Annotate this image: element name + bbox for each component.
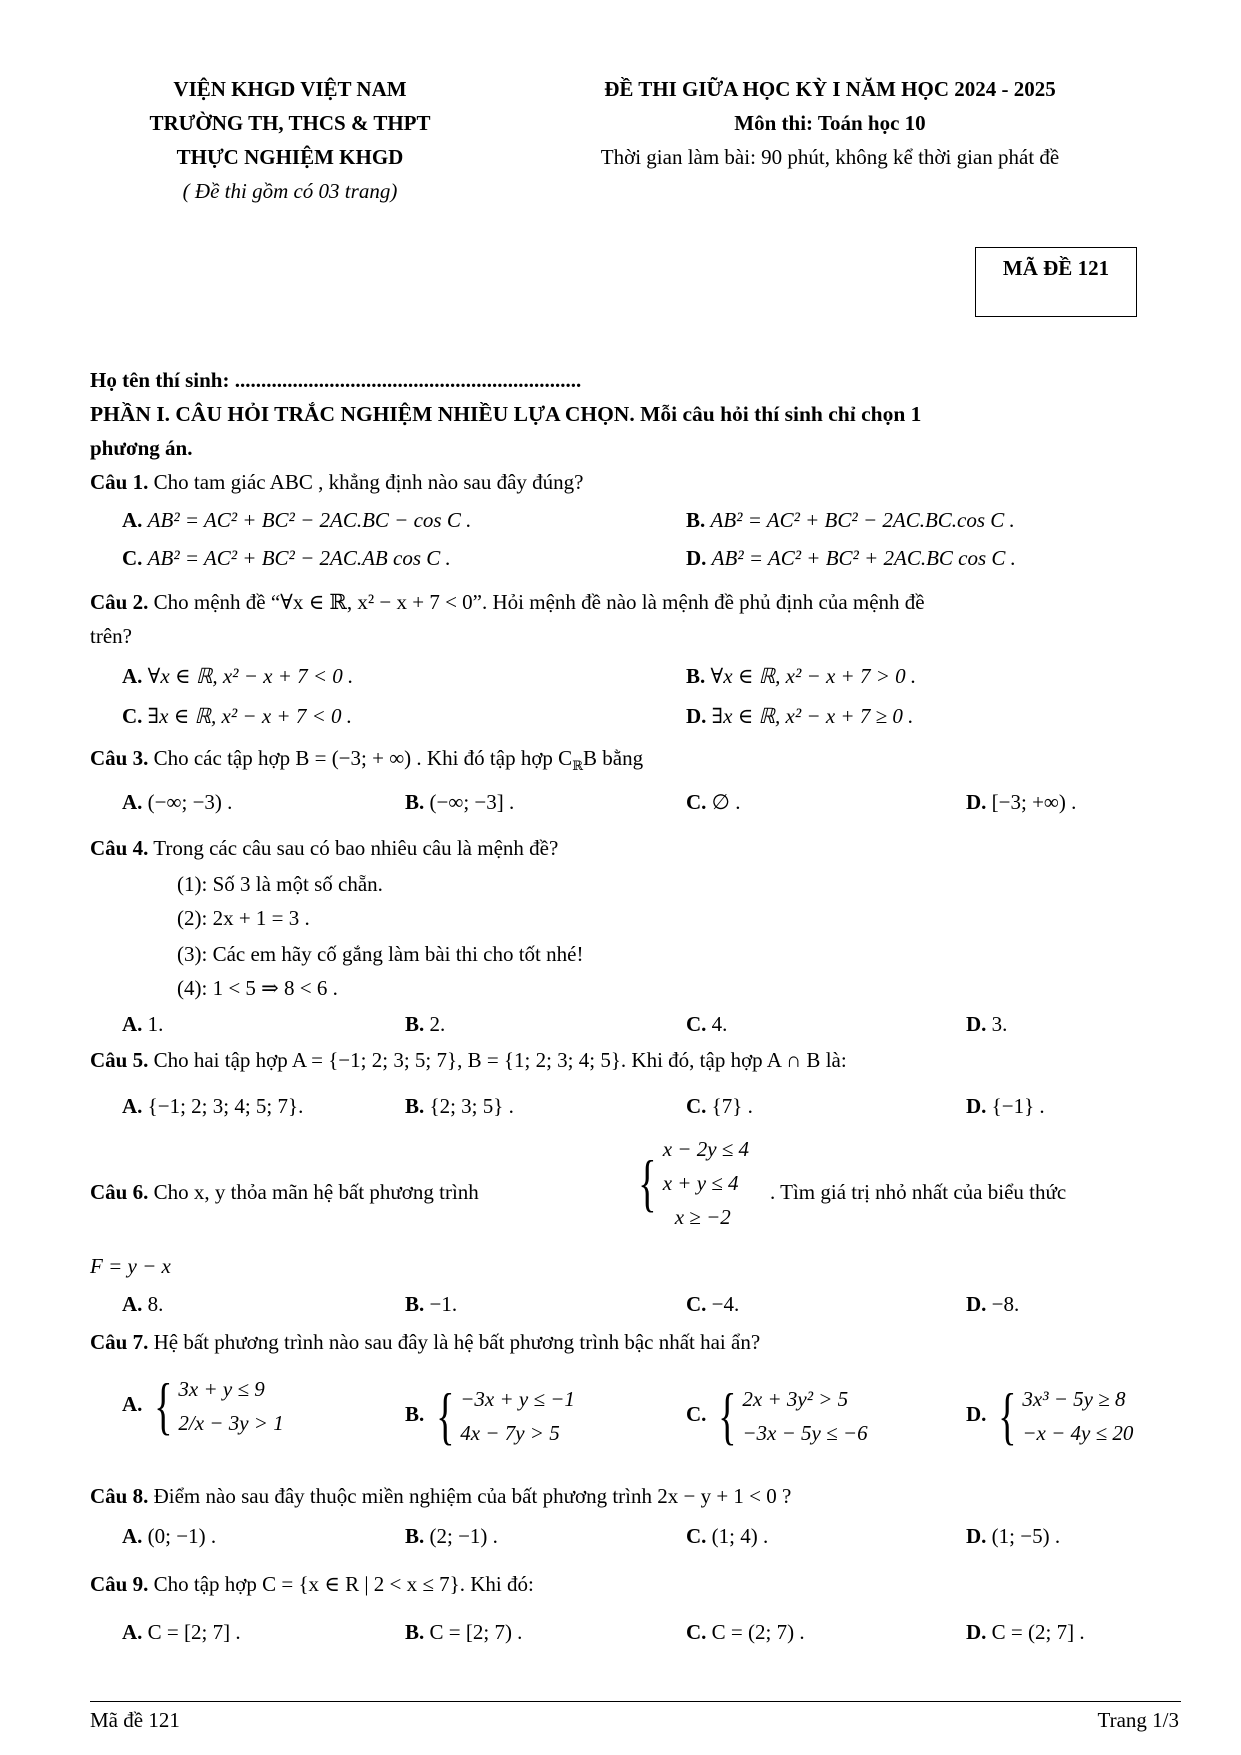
option-text: (1; −5) . bbox=[991, 1524, 1061, 1548]
q2-option-d[interactable] bbox=[686, 704, 913, 729]
option-label: D. bbox=[966, 790, 987, 814]
q4-statement-2: (2): 2x + 1 = 3 . bbox=[177, 906, 310, 930]
option-label: C. bbox=[686, 1094, 707, 1118]
q6-system bbox=[632, 1132, 749, 1234]
question-3 bbox=[90, 746, 643, 774]
q6-option-a[interactable] bbox=[122, 1292, 163, 1317]
option-label: A. bbox=[122, 1620, 143, 1644]
option-label: D. bbox=[966, 1401, 987, 1426]
q7-option-a[interactable] bbox=[122, 1372, 284, 1440]
option-text: {7} . bbox=[711, 1094, 753, 1118]
option-text: ∃x ∈ ℝ, x² − x + 7 ≥ 0 . bbox=[711, 704, 914, 728]
question-text: Cho hai tập hợp A = {−1; 2; 3; 5; 7}, B = {1; 2; 3; 4; 5}. Khi đó, tập hợp A ∩ B là: bbox=[148, 1048, 847, 1072]
exam-title: ĐỀ THI GIỮA HỌC KỲ I NĂM HỌC 2024 - 2025 bbox=[604, 77, 1056, 101]
q6-option-d[interactable] bbox=[966, 1292, 1019, 1317]
exam-duration: Thời gian làm bài: 90 phút, không kể thời gian phát đề bbox=[600, 145, 1060, 169]
system-row: −x − 4y ≤ 20 bbox=[1022, 1421, 1134, 1445]
option-text: AB² = AC² + BC² − 2AC.BC − cos C . bbox=[147, 508, 472, 532]
question-subscript: ℝ bbox=[572, 758, 583, 774]
q7-option-d[interactable] bbox=[966, 1382, 1133, 1450]
q3-option-a[interactable] bbox=[122, 790, 232, 815]
option-label: D. bbox=[966, 1012, 987, 1036]
question-text: Cho tam giác ABC , khẳng định nào sau đây đúng? bbox=[148, 470, 584, 494]
option-label: A. bbox=[122, 664, 143, 688]
q3-option-d[interactable] bbox=[966, 790, 1076, 815]
option-text: AB² = AC² + BC² − 2AC.BC.cos C . bbox=[710, 508, 1015, 532]
q8-option-d[interactable] bbox=[966, 1524, 1060, 1549]
exam-code: MÃ ĐỀ 121 bbox=[1002, 256, 1110, 280]
option-text: −4. bbox=[711, 1292, 740, 1316]
option-label: B. bbox=[405, 1094, 425, 1118]
option-text: {−1; 2; 3; 4; 5; 7}. bbox=[147, 1094, 304, 1118]
question-6-expression: F = y − x bbox=[90, 1254, 171, 1278]
q9-option-b[interactable] bbox=[405, 1620, 522, 1645]
question-8 bbox=[90, 1484, 791, 1509]
option-text: C = [2; 7) . bbox=[429, 1620, 523, 1644]
option-text: ∀x ∈ ℝ, x² − x + 7 > 0 . bbox=[710, 664, 917, 688]
q8-option-b[interactable] bbox=[405, 1524, 498, 1549]
footer-divider bbox=[90, 1701, 1181, 1702]
brace-glyph: { bbox=[997, 1380, 1017, 1451]
option-label: B. bbox=[405, 1620, 425, 1644]
option-text: 2. bbox=[429, 1012, 446, 1036]
question-number: Câu 4. bbox=[90, 836, 149, 860]
question-6-after: . Tìm giá trị nhỏ nhất của biểu thức bbox=[770, 1180, 1067, 1204]
option-label: C. bbox=[686, 1401, 707, 1426]
school-name-2: THỰC NGHIỆM KHGD bbox=[176, 145, 404, 169]
brace-glyph: { bbox=[638, 1147, 657, 1218]
option-text: −1. bbox=[429, 1292, 458, 1316]
option-label: D. bbox=[966, 1524, 987, 1548]
system-rows bbox=[178, 1372, 283, 1440]
q5-option-c[interactable] bbox=[686, 1094, 753, 1119]
system-row: −3x + y ≤ −1 bbox=[460, 1387, 575, 1411]
q6-option-b[interactable] bbox=[405, 1292, 457, 1317]
option-label: B. bbox=[405, 790, 425, 814]
question-number: Câu 7. bbox=[90, 1330, 149, 1354]
q7-option-c[interactable] bbox=[686, 1382, 868, 1450]
option-text: C = (2; 7] . bbox=[991, 1620, 1085, 1644]
school-header bbox=[60, 72, 520, 208]
question-number: Câu 6. bbox=[90, 1180, 149, 1204]
option-label: A. bbox=[122, 1012, 143, 1036]
inequality-system bbox=[430, 1382, 575, 1450]
option-label: B. bbox=[686, 664, 706, 688]
question-number: Câu 1. bbox=[90, 470, 149, 494]
system-row: 3x + y ≤ 9 bbox=[178, 1377, 265, 1401]
option-text: (1; 4) . bbox=[711, 1524, 769, 1548]
question-text: Cho x, y thỏa mãn hệ bất phương trình bbox=[148, 1180, 479, 1204]
system-row: −3x − 5y ≤ −6 bbox=[742, 1421, 868, 1445]
inequality-system bbox=[632, 1132, 749, 1234]
part1-title-2: phương án. bbox=[90, 436, 193, 460]
q8-option-a[interactable] bbox=[122, 1524, 216, 1549]
option-text: (−∞; −3] . bbox=[429, 790, 515, 814]
q9-option-c[interactable] bbox=[686, 1620, 805, 1645]
exam-subject: Môn thi: Toán học 10 bbox=[734, 111, 926, 135]
system-rows bbox=[742, 1382, 867, 1450]
option-label: C. bbox=[686, 1012, 707, 1036]
system-rows bbox=[663, 1132, 749, 1234]
part1-title: PHẦN I. CÂU HỎI TRẮC NGHIỆM NHIỀU LỰA CHỌN. Mỗi câu hỏi thí sinh chỉ chọn 1 bbox=[90, 402, 922, 426]
system-row: 2x + 3y² > 5 bbox=[742, 1387, 849, 1411]
q2-option-c[interactable] bbox=[122, 704, 352, 729]
option-text: 4. bbox=[711, 1012, 728, 1036]
option-label: D. bbox=[966, 1292, 987, 1316]
option-text: (2; −1) . bbox=[429, 1524, 498, 1548]
option-text: ∅ . bbox=[711, 790, 741, 814]
q9-option-a[interactable] bbox=[122, 1620, 241, 1645]
option-text: −8. bbox=[991, 1292, 1020, 1316]
brace-glyph: { bbox=[717, 1380, 737, 1451]
question-4 bbox=[90, 836, 558, 861]
option-label: A. bbox=[122, 508, 143, 532]
question-text: Cho tập hợp C = {x ∈ R | 2 < x ≤ 7}. Khi đó: bbox=[148, 1572, 534, 1596]
q5-option-a[interactable] bbox=[122, 1094, 303, 1119]
q5-option-d[interactable] bbox=[966, 1094, 1045, 1119]
brace-glyph: { bbox=[435, 1380, 455, 1451]
option-text: ∃x ∈ ℝ, x² − x + 7 < 0 . bbox=[147, 704, 353, 728]
question-text: Hệ bất phương trình nào sau đây là hệ bất phương trình bậc nhất hai ẩn? bbox=[148, 1330, 761, 1354]
option-label: C. bbox=[686, 1620, 707, 1644]
q2-option-b[interactable] bbox=[686, 664, 916, 689]
inequality-system bbox=[148, 1372, 284, 1440]
q4-option-d[interactable] bbox=[966, 1012, 1007, 1037]
q6-option-c[interactable] bbox=[686, 1292, 739, 1317]
question-1 bbox=[90, 470, 583, 495]
question-text: Cho mệnh đề “∀x ∈ ℝ, x² − x + 7 < 0”. Hỏi mệnh đề nào là mệnh đề phủ định của mệnh đề bbox=[148, 590, 925, 614]
question-6 bbox=[90, 1180, 479, 1205]
question-number: Câu 3. bbox=[90, 746, 149, 770]
option-text: {2; 3; 5} . bbox=[429, 1094, 514, 1118]
option-label: D. bbox=[686, 546, 707, 570]
q5-option-b[interactable] bbox=[405, 1094, 514, 1119]
option-text: 8. bbox=[147, 1292, 164, 1316]
q2-option-a[interactable] bbox=[122, 664, 353, 689]
option-text: 1. bbox=[147, 1012, 164, 1036]
q3-option-b[interactable] bbox=[405, 790, 514, 815]
institute-name: VIỆN KHGD VIỆT NAM bbox=[173, 77, 407, 101]
question-text: Điểm nào sau đây thuộc miền nghiệm của bất phương trình 2x − y + 1 < 0 ? bbox=[148, 1484, 792, 1508]
option-label: A. bbox=[122, 1391, 143, 1416]
system-row: 4x − 7y > 5 bbox=[460, 1421, 560, 1445]
q1-option-c[interactable] bbox=[122, 546, 451, 571]
school-name: TRƯỜNG TH, THCS & THPT bbox=[149, 111, 431, 135]
exam-header bbox=[520, 72, 1140, 174]
option-label: A. bbox=[122, 1292, 143, 1316]
q4-statement-1: (1): Số 3 là một số chẵn. bbox=[177, 872, 383, 896]
question-text: Cho các tập hợp B = (−3; + ∞) . Khi đó tập hợp C bbox=[148, 746, 573, 770]
system-row: x + y ≤ 4 bbox=[662, 1171, 739, 1195]
q4-statement-4: (4): 1 < 5 ⇒ 8 < 6 . bbox=[177, 976, 338, 1000]
question-number: Câu 9. bbox=[90, 1572, 149, 1596]
q9-option-d[interactable] bbox=[966, 1620, 1085, 1645]
q1-option-b[interactable] bbox=[686, 508, 1015, 533]
option-label: B. bbox=[405, 1012, 425, 1036]
option-label: C. bbox=[686, 790, 707, 814]
inequality-system bbox=[712, 1382, 868, 1450]
q4-option-a[interactable] bbox=[122, 1012, 163, 1037]
inequality-system bbox=[992, 1382, 1134, 1450]
option-label: C. bbox=[122, 704, 143, 728]
q8-option-c[interactable] bbox=[686, 1524, 768, 1549]
option-label: B. bbox=[686, 508, 706, 532]
q4-option-b[interactable] bbox=[405, 1012, 445, 1037]
question-7 bbox=[90, 1330, 760, 1355]
option-text: 3. bbox=[991, 1012, 1008, 1036]
question-2 bbox=[90, 590, 925, 615]
option-text: [−3; +∞) . bbox=[991, 790, 1077, 814]
option-label: D. bbox=[966, 1620, 987, 1644]
question-number: Câu 5. bbox=[90, 1048, 149, 1072]
option-label: B. bbox=[405, 1292, 425, 1316]
option-text: C = [2; 7] . bbox=[147, 1620, 241, 1644]
system-row: x ≥ −2 bbox=[674, 1205, 731, 1229]
option-label: D. bbox=[966, 1094, 987, 1118]
system-rows bbox=[1022, 1382, 1133, 1450]
system-row: 2/x − 3y > 1 bbox=[178, 1411, 284, 1435]
question-number: Câu 2. bbox=[90, 590, 149, 614]
question-text: Trong các câu sau có bao nhiêu câu là mệnh đề? bbox=[148, 836, 559, 860]
brace-glyph: { bbox=[153, 1370, 173, 1441]
question-9 bbox=[90, 1572, 534, 1597]
question-number: Câu 8. bbox=[90, 1484, 149, 1508]
option-text: ∀x ∈ ℝ, x² − x + 7 < 0 . bbox=[147, 664, 354, 688]
option-label: B. bbox=[405, 1401, 425, 1426]
question-2-cont: trên? bbox=[90, 624, 132, 648]
option-text: {−1} . bbox=[991, 1094, 1045, 1118]
option-label: C. bbox=[686, 1524, 707, 1548]
question-text-end: B bằng bbox=[583, 746, 644, 770]
page-count-note: ( Đề thi gồm có 03 trang) bbox=[182, 179, 398, 203]
q1-option-d[interactable] bbox=[686, 546, 1016, 571]
option-text: C = (2; 7) . bbox=[711, 1620, 805, 1644]
student-name-field: Họ tên thí sinh: .................................................................. bbox=[90, 368, 582, 392]
option-text: (−∞; −3) . bbox=[147, 790, 233, 814]
option-text: (0; −1) . bbox=[147, 1524, 217, 1548]
option-label: C. bbox=[122, 546, 143, 570]
option-label: B. bbox=[405, 1524, 425, 1548]
q1-option-a[interactable] bbox=[122, 508, 471, 533]
q3-option-c[interactable] bbox=[686, 790, 740, 815]
option-text: AB² = AC² + BC² − 2AC.AB cos C . bbox=[147, 546, 451, 570]
option-label: A. bbox=[122, 1524, 143, 1548]
system-rows bbox=[460, 1382, 575, 1450]
option-label: A. bbox=[122, 790, 143, 814]
option-label: A. bbox=[122, 1094, 143, 1118]
footer-page-number: Trang 1/3 bbox=[1097, 1708, 1179, 1732]
option-label: D. bbox=[686, 704, 707, 728]
system-row: x − 2y ≤ 4 bbox=[662, 1137, 750, 1161]
q7-option-b[interactable] bbox=[405, 1382, 575, 1450]
question-5 bbox=[90, 1048, 847, 1073]
q4-option-c[interactable] bbox=[686, 1012, 727, 1037]
exam-code-box bbox=[975, 247, 1137, 317]
q4-statement-3: (3): Các em hãy cố gắng làm bài thi cho tốt nhé! bbox=[177, 942, 584, 966]
footer-exam-code: Mã đề 121 bbox=[90, 1708, 180, 1732]
option-label: C. bbox=[686, 1292, 707, 1316]
option-text: AB² = AC² + BC² + 2AC.BC cos C . bbox=[711, 546, 1016, 570]
system-row: 3x³ − 5y ≥ 8 bbox=[1022, 1387, 1126, 1411]
